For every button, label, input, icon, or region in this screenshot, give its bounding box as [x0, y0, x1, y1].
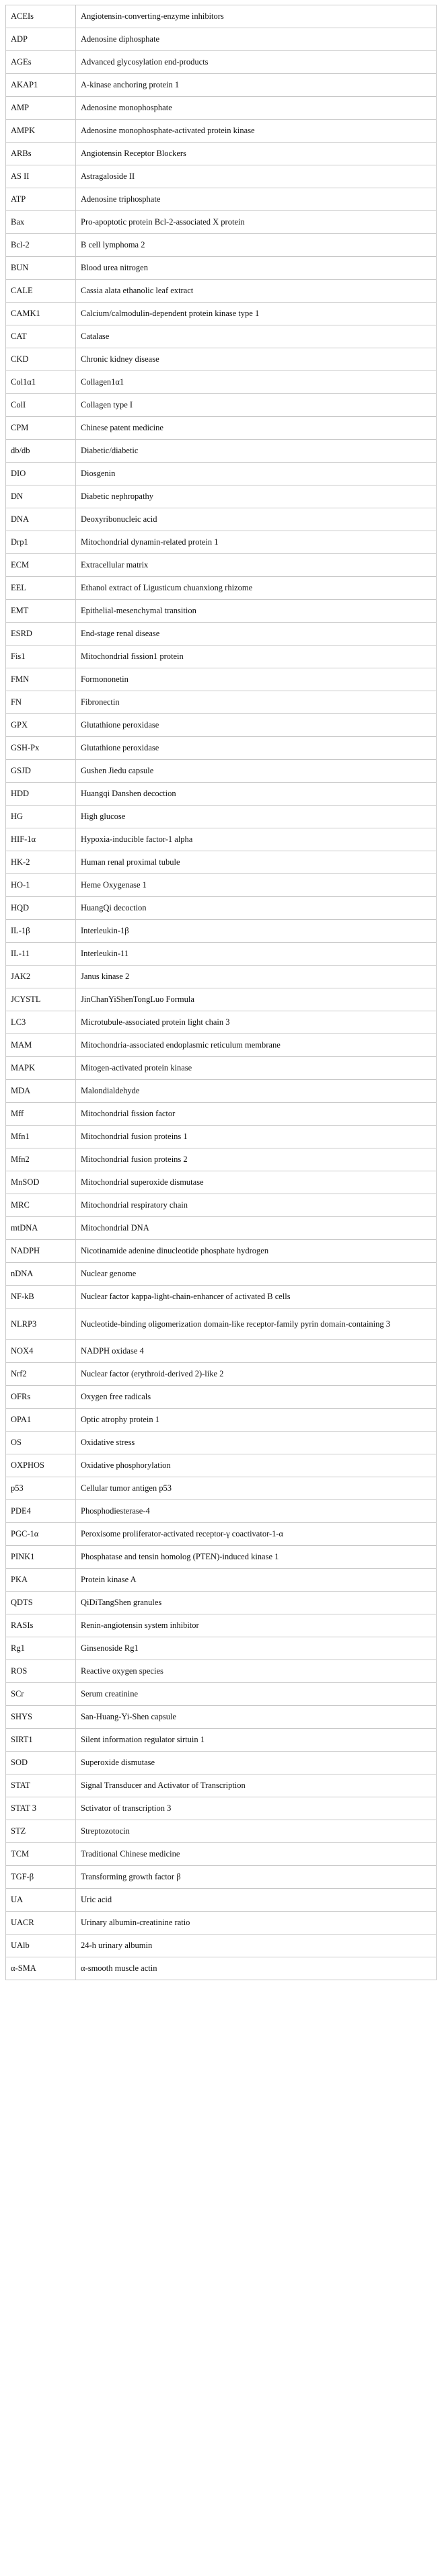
table-row	[6, 691, 437, 714]
table-row	[6, 1614, 437, 1637]
table-row	[6, 531, 437, 554]
table-row	[6, 966, 437, 988]
definition-cell: Human renal proximal tubule	[76, 851, 437, 874]
table-row	[6, 874, 437, 897]
table-row	[6, 1546, 437, 1569]
definition-cell: Streptozotocin	[76, 1820, 437, 1843]
definition-cell: Blood urea nitrogen	[76, 257, 437, 280]
definition-cell: Phosphatase and tensin homolog (PTEN)-induced kinase 1	[76, 1546, 437, 1569]
definition-cell: Protein kinase A	[76, 1569, 437, 1592]
table-row	[6, 74, 437, 97]
definition-cell: Ginsenoside Rg1	[76, 1637, 437, 1660]
definition-cell: A-kinase anchoring protein 1	[76, 74, 437, 97]
definition-cell: Malondialdehyde	[76, 1080, 437, 1103]
abbreviation-cell: AMP	[6, 97, 76, 120]
abbreviation-cell: IL-1β	[6, 920, 76, 943]
abbreviation-cell: RASIs	[6, 1614, 76, 1637]
definition-cell: Nuclear genome	[76, 1263, 437, 1286]
definition-cell: Epithelial-mesenchymal transition	[76, 600, 437, 623]
abbreviation-cell: ATP	[6, 188, 76, 211]
table-row	[6, 97, 437, 120]
table-row	[6, 1752, 437, 1774]
table-row	[6, 325, 437, 348]
abbreviation-cell: CAT	[6, 325, 76, 348]
abbreviation-cell: BUN	[6, 257, 76, 280]
definition-cell: Diabetic nephropathy	[76, 485, 437, 508]
table-row	[6, 1774, 437, 1797]
definition-cell: HuangQi decoction	[76, 897, 437, 920]
definition-cell: Advanced glycosylation end-products	[76, 51, 437, 74]
abbreviation-cell: ADP	[6, 28, 76, 51]
table-row	[6, 1240, 437, 1263]
table-row	[6, 1706, 437, 1729]
abbreviation-cell: Fis1	[6, 646, 76, 668]
table-row	[6, 1843, 437, 1866]
table-row	[6, 1660, 437, 1683]
definition-cell: Angiotensin Receptor Blockers	[76, 143, 437, 165]
abbreviation-cell: SIRT1	[6, 1729, 76, 1752]
abbreviation-cell: OXPHOS	[6, 1454, 76, 1477]
abbreviation-cell: AGEs	[6, 51, 76, 74]
table-row	[6, 1935, 437, 1957]
abbreviation-cell: Mfn1	[6, 1126, 76, 1148]
table-row	[6, 1126, 437, 1148]
abbreviations-table	[5, 5, 437, 1980]
abbreviation-cell: OFRs	[6, 1386, 76, 1409]
table-row	[6, 1569, 437, 1592]
definition-cell: Renin-angiotensin system inhibitor	[76, 1614, 437, 1637]
table-row	[6, 920, 437, 943]
abbreviation-cell: PGC-1α	[6, 1523, 76, 1546]
table-row	[6, 897, 437, 920]
table-row	[6, 165, 437, 188]
table-row	[6, 1477, 437, 1500]
abbreviation-cell: IL-11	[6, 943, 76, 966]
table-row	[6, 120, 437, 143]
abbreviation-cell: Nrf2	[6, 1363, 76, 1386]
abbreviation-cell: HQD	[6, 897, 76, 920]
definition-cell: Microtubule-associated protein light chain 3	[76, 1011, 437, 1034]
table-row	[6, 1011, 437, 1034]
abbreviation-cell: PDE4	[6, 1500, 76, 1523]
abbreviation-cell: TCM	[6, 1843, 76, 1866]
table-row	[6, 1386, 437, 1409]
table-row	[6, 211, 437, 234]
table-row	[6, 1523, 437, 1546]
abbreviation-cell: UAlb	[6, 1935, 76, 1957]
definition-cell: Huangqi Danshen decoction	[76, 783, 437, 806]
definition-cell: Collagen1α1	[76, 371, 437, 394]
definition-cell: Glutathione peroxidase	[76, 737, 437, 760]
abbreviation-cell: NADPH	[6, 1240, 76, 1263]
table-row	[6, 1363, 437, 1386]
definition-cell: Mitochondrial fission1 protein	[76, 646, 437, 668]
definition-cell: Glutathione peroxidase	[76, 714, 437, 737]
definition-cell: Nucleotide-binding oligomerization domain-like receptor-family pyrin domain-containing 3	[76, 1309, 437, 1340]
definition-cell: QiDiTangShen granules	[76, 1592, 437, 1614]
table-row	[6, 417, 437, 440]
abbreviation-cell: EMT	[6, 600, 76, 623]
abbreviation-cell: DNA	[6, 508, 76, 531]
definition-cell: Astragaloside II	[76, 165, 437, 188]
table-row	[6, 440, 437, 463]
abbreviation-cell: NLRP3	[6, 1309, 76, 1340]
table-row	[6, 1217, 437, 1240]
table-row	[6, 1194, 437, 1217]
definition-cell: Cellular tumor antigen p53	[76, 1477, 437, 1500]
abbreviation-cell: LC3	[6, 1011, 76, 1034]
definition-cell: Adenosine monophosphate	[76, 97, 437, 120]
definition-cell: Diabetic/diabetic	[76, 440, 437, 463]
abbreviation-cell: AS II	[6, 165, 76, 188]
abbreviation-cell: JCYSTL	[6, 988, 76, 1011]
table-row	[6, 1592, 437, 1614]
table-row	[6, 714, 437, 737]
table-row	[6, 28, 437, 51]
table-row	[6, 943, 437, 966]
table-row	[6, 668, 437, 691]
abbreviation-cell: STZ	[6, 1820, 76, 1843]
definition-cell: Interleukin-1β	[76, 920, 437, 943]
definition-cell: Mitogen-activated protein kinase	[76, 1057, 437, 1080]
abbreviation-cell: MDA	[6, 1080, 76, 1103]
table-row	[6, 303, 437, 325]
table-row	[6, 508, 437, 531]
definition-cell: Diosgenin	[76, 463, 437, 485]
table-row	[6, 371, 437, 394]
definition-cell: Adenosine triphosphate	[76, 188, 437, 211]
abbreviations-table-body	[6, 5, 437, 1980]
table-row	[6, 623, 437, 646]
abbreviation-cell: Rg1	[6, 1637, 76, 1660]
definition-cell: Silent information regulator sirtuin 1	[76, 1729, 437, 1752]
definition-cell: Oxygen free radicals	[76, 1386, 437, 1409]
abbreviation-cell: Bcl-2	[6, 234, 76, 257]
definition-cell: α-smooth muscle actin	[76, 1957, 437, 1980]
abbreviation-cell: ACEIs	[6, 5, 76, 28]
abbreviation-cell: OPA1	[6, 1409, 76, 1432]
definition-cell: Nuclear factor (erythroid-derived 2)-like 2	[76, 1363, 437, 1386]
definition-cell: B cell lymphoma 2	[76, 234, 437, 257]
abbreviation-cell: DIO	[6, 463, 76, 485]
definition-cell: Cassia alata ethanolic leaf extract	[76, 280, 437, 303]
definition-cell: Mitochondrial fusion proteins 2	[76, 1148, 437, 1171]
abbreviation-cell: SOD	[6, 1752, 76, 1774]
table-row	[6, 1034, 437, 1057]
abbreviation-cell: db/db	[6, 440, 76, 463]
definition-cell: End-stage renal disease	[76, 623, 437, 646]
definition-cell: Ethanol extract of Ligusticum chuanxiong rhizome	[76, 577, 437, 600]
definition-cell: Uric acid	[76, 1889, 437, 1912]
definition-cell: Hypoxia-inducible factor-1 alpha	[76, 828, 437, 851]
table-row	[6, 1866, 437, 1889]
abbreviation-cell: SCr	[6, 1683, 76, 1706]
definition-cell: Mitochondrial superoxide dismutase	[76, 1171, 437, 1194]
abbreviation-cell: ARBs	[6, 143, 76, 165]
abbreviation-cell: mtDNA	[6, 1217, 76, 1240]
table-row	[6, 988, 437, 1011]
abbreviation-cell: STAT 3	[6, 1797, 76, 1820]
abbreviation-cell: NF-kB	[6, 1286, 76, 1309]
abbreviation-cell: Col1α1	[6, 371, 76, 394]
definition-cell: Mitochondrial respiratory chain	[76, 1194, 437, 1217]
table-row	[6, 828, 437, 851]
abbreviation-cell: HO-1	[6, 874, 76, 897]
table-row	[6, 1286, 437, 1309]
abbreviation-cell: nDNA	[6, 1263, 76, 1286]
definition-cell: Deoxyribonucleic acid	[76, 508, 437, 531]
table-row	[6, 188, 437, 211]
table-row	[6, 1148, 437, 1171]
definition-cell: Chronic kidney disease	[76, 348, 437, 371]
table-row	[6, 1409, 437, 1432]
definition-cell: Transforming growth factor β	[76, 1866, 437, 1889]
definition-cell: Gushen Jiedu capsule	[76, 760, 437, 783]
table-row	[6, 1820, 437, 1843]
definition-cell: Optic atrophy protein 1	[76, 1409, 437, 1432]
abbreviation-cell: ECM	[6, 554, 76, 577]
abbreviation-cell: HK-2	[6, 851, 76, 874]
definition-cell: San-Huang-Yi-Shen capsule	[76, 1706, 437, 1729]
definition-cell: Catalase	[76, 325, 437, 348]
abbreviation-cell: Mff	[6, 1103, 76, 1126]
abbreviation-cell: TGF-β	[6, 1866, 76, 1889]
abbreviation-cell: JAK2	[6, 966, 76, 988]
definition-cell: Mitochondrial DNA	[76, 1217, 437, 1240]
table-row	[6, 1263, 437, 1286]
abbreviation-cell: HIF-1α	[6, 828, 76, 851]
table-row	[6, 577, 437, 600]
table-row	[6, 783, 437, 806]
definition-cell: Mitochondria-associated endoplasmic reticulum membrane	[76, 1034, 437, 1057]
definition-cell: Nuclear factor kappa-light-chain-enhancer of activated B cells	[76, 1286, 437, 1309]
definition-cell: Extracellular matrix	[76, 554, 437, 577]
definition-cell: JinChanYiShenTongLuo Formula	[76, 988, 437, 1011]
abbreviation-cell: MRC	[6, 1194, 76, 1217]
table-row	[6, 1057, 437, 1080]
abbreviation-cell: GPX	[6, 714, 76, 737]
definition-cell: Fibronectin	[76, 691, 437, 714]
definition-cell: Heme Oxygenase 1	[76, 874, 437, 897]
table-row	[6, 143, 437, 165]
abbreviation-cell: FMN	[6, 668, 76, 691]
definition-cell: Interleukin-11	[76, 943, 437, 966]
abbreviation-cell: OS	[6, 1432, 76, 1454]
table-row	[6, 554, 437, 577]
definition-cell: Mitochondrial dynamin-related protein 1	[76, 531, 437, 554]
definition-cell: Serum creatinine	[76, 1683, 437, 1706]
abbreviation-cell: HG	[6, 806, 76, 828]
abbreviation-cell: FN	[6, 691, 76, 714]
table-row	[6, 1957, 437, 1980]
definition-cell: 24-h urinary albumin	[76, 1935, 437, 1957]
definition-cell: Mitochondrial fusion proteins 1	[76, 1126, 437, 1148]
table-row	[6, 851, 437, 874]
definition-cell: Reactive oxygen species	[76, 1660, 437, 1683]
table-row	[6, 1340, 437, 1363]
table-row	[6, 5, 437, 28]
definition-cell: Peroxisome proliferator-activated receptor-γ coactivator-1-α	[76, 1523, 437, 1546]
definition-cell: Formononetin	[76, 668, 437, 691]
abbreviation-cell: α-SMA	[6, 1957, 76, 1980]
table-row	[6, 646, 437, 668]
definition-cell: Oxidative phosphorylation	[76, 1454, 437, 1477]
abbreviation-cell: ESRD	[6, 623, 76, 646]
abbreviation-cell: CKD	[6, 348, 76, 371]
abbreviation-cell: QDTS	[6, 1592, 76, 1614]
table-row	[6, 1454, 437, 1477]
abbreviation-cell: HDD	[6, 783, 76, 806]
definition-cell: Traditional Chinese medicine	[76, 1843, 437, 1866]
table-row	[6, 737, 437, 760]
abbreviation-cell: Drp1	[6, 531, 76, 554]
table-row	[6, 1912, 437, 1935]
definition-cell: Superoxide dismutase	[76, 1752, 437, 1774]
definition-cell: Signal Transducer and Activator of Transcription	[76, 1774, 437, 1797]
definition-cell: Collagen type I	[76, 394, 437, 417]
table-row	[6, 234, 437, 257]
table-row	[6, 1171, 437, 1194]
definition-cell: Chinese patent medicine	[76, 417, 437, 440]
definition-cell: Calcium/calmodulin-dependent protein kinase type 1	[76, 303, 437, 325]
abbreviation-cell: UACR	[6, 1912, 76, 1935]
definition-cell: Mitochondrial fission factor	[76, 1103, 437, 1126]
table-row	[6, 1432, 437, 1454]
definition-cell: Pro-apoptotic protein Bcl-2-associated X protein	[76, 211, 437, 234]
abbreviation-cell: AMPK	[6, 120, 76, 143]
table-row	[6, 1500, 437, 1523]
table-row	[6, 1637, 437, 1660]
definition-cell: Adenosine diphosphate	[76, 28, 437, 51]
abbreviation-cell: DN	[6, 485, 76, 508]
abbreviation-cell: p53	[6, 1477, 76, 1500]
definition-cell: Sctivator of transcription 3	[76, 1797, 437, 1820]
abbreviation-cell: EEL	[6, 577, 76, 600]
table-row	[6, 1103, 437, 1126]
abbreviation-cell: UA	[6, 1889, 76, 1912]
table-row	[6, 1797, 437, 1820]
definition-cell: Phosphodiesterase-4	[76, 1500, 437, 1523]
abbreviation-cell: NOX4	[6, 1340, 76, 1363]
definition-cell: Janus kinase 2	[76, 966, 437, 988]
abbreviation-cell: ROS	[6, 1660, 76, 1683]
abbreviation-cell: MAM	[6, 1034, 76, 1057]
definition-cell: Oxidative stress	[76, 1432, 437, 1454]
definition-cell: High glucose	[76, 806, 437, 828]
definition-cell: Nicotinamide adenine dinucleotide phosphate hydrogen	[76, 1240, 437, 1263]
abbreviation-cell: Mfn2	[6, 1148, 76, 1171]
table-row	[6, 1683, 437, 1706]
abbreviation-cell: STAT	[6, 1774, 76, 1797]
abbreviation-cell: PKA	[6, 1569, 76, 1592]
table-row	[6, 394, 437, 417]
abbreviation-cell: CAMK1	[6, 303, 76, 325]
table-row	[6, 806, 437, 828]
definition-cell: Adenosine monophosphate-activated protein kinase	[76, 120, 437, 143]
definition-cell: Angiotensin-converting-enzyme inhibitors	[76, 5, 437, 28]
table-row	[6, 485, 437, 508]
table-row	[6, 257, 437, 280]
abbreviation-cell: MnSOD	[6, 1171, 76, 1194]
abbreviation-cell: GSJD	[6, 760, 76, 783]
abbreviation-cell: AKAP1	[6, 74, 76, 97]
definition-cell: Urinary albumin-creatinine ratio	[76, 1912, 437, 1935]
abbreviation-cell: Bax	[6, 211, 76, 234]
abbreviation-cell: ColI	[6, 394, 76, 417]
table-row	[6, 463, 437, 485]
abbreviation-cell: SHYS	[6, 1706, 76, 1729]
definition-cell: NADPH oxidase 4	[76, 1340, 437, 1363]
abbreviation-cell: CPM	[6, 417, 76, 440]
table-row	[6, 1889, 437, 1912]
table-row	[6, 600, 437, 623]
table-row	[6, 1729, 437, 1752]
abbreviation-cell: PINK1	[6, 1546, 76, 1569]
abbreviation-cell: GSH-Px	[6, 737, 76, 760]
table-row	[6, 1309, 437, 1340]
table-row	[6, 348, 437, 371]
abbreviation-cell: MAPK	[6, 1057, 76, 1080]
abbreviation-cell: CALE	[6, 280, 76, 303]
table-row	[6, 760, 437, 783]
table-row	[6, 280, 437, 303]
table-row	[6, 51, 437, 74]
table-row	[6, 1080, 437, 1103]
